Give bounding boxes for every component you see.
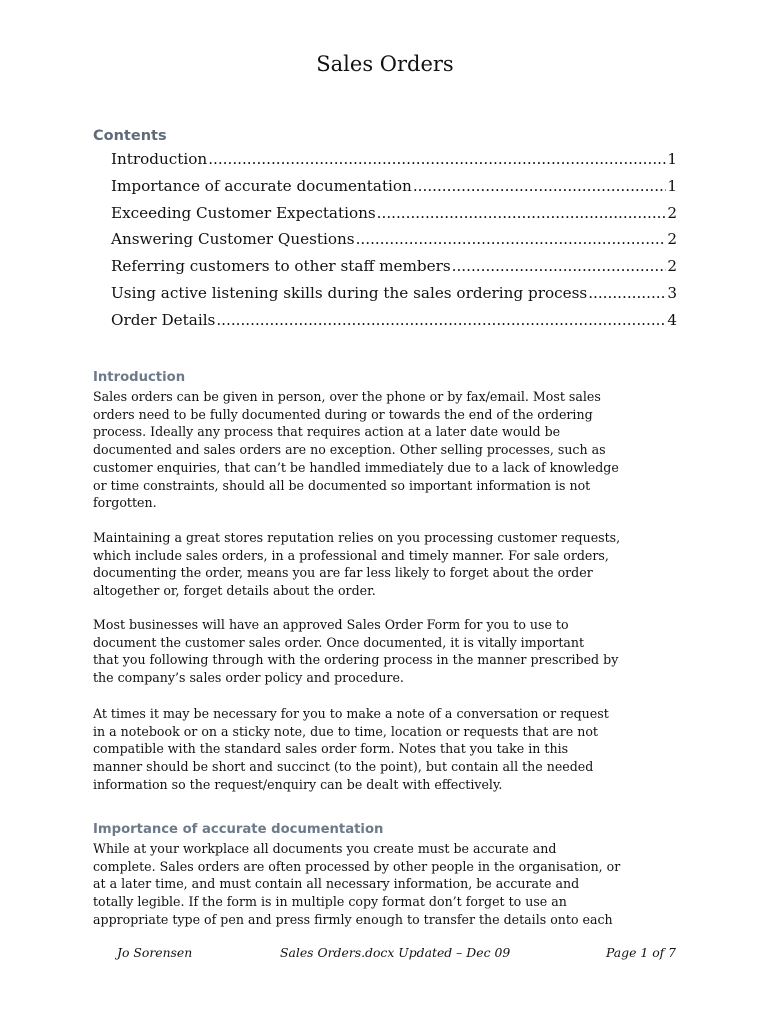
importance-paragraph-1: While at your workplace all documents you create must be accurate and complete. Sales orders are often processed by other people in the organisation, or at a later time, and must contain all necessary information, be accurate and totally legible. If the form is in multiple copy format don’t forget to use an appropriate type of pen and press firmly enough to transfer the details onto each <box>93 841 621 927</box>
toc-entry-page: 3 <box>667 283 677 302</box>
introduction-heading: Introduction <box>93 370 186 385</box>
toc-entry-label: Order Details <box>111 310 216 329</box>
importance-heading: Importance of accurate documentation <box>93 822 384 837</box>
toc-entry-page: 2 <box>667 257 677 276</box>
toc-leader-dots <box>452 257 667 275</box>
introduction-paragraph-1: Sales orders can be given in person, over the phone or by fax/email. Most sales orders need to be fully documented during or towards the end of the ordering process. Ideally any process that requires action at a later date would be documented and sales orders are no exception. Other selling processes, such as customer enquiries, that can’t be handled immediately due to a lack of knowledge or time constraints, should all be documented so important information is not forgotten. <box>93 389 619 511</box>
toc-entry-page: 2 <box>667 230 677 249</box>
toc-entry-exceeding-expectations[interactable] <box>111 204 677 231</box>
toc-entry-importance[interactable] <box>111 177 677 204</box>
toc-entry-introduction[interactable] <box>111 150 677 177</box>
toc-entry-page: 1 <box>667 150 677 168</box>
toc-entry-label: Importance of accurate documentation <box>111 176 412 195</box>
toc-leader-dots <box>356 230 667 248</box>
footer-page-number: Page 1 of 7 <box>606 945 677 960</box>
toc-leader-dots <box>377 204 667 222</box>
toc-entry-page: 1 <box>667 176 677 195</box>
toc-entry-answering-questions[interactable] <box>111 230 677 257</box>
toc-entry-order-details[interactable] <box>111 311 677 338</box>
toc-leader-dots <box>588 284 666 302</box>
toc-leader-dots <box>216 311 666 329</box>
footer-author: Jo Sorensen <box>117 945 193 960</box>
toc-entry-label: Introduction <box>111 150 208 168</box>
introduction-paragraph-2: Maintaining a great stores reputation relies on you processing customer requests, which include sales orders, in a professional and timely manner. For sale orders, documenting the order, means you are far less likely to forget about the order altogether or, forget details about the order. <box>93 530 621 599</box>
toc-entry-page: 4 <box>667 310 677 329</box>
toc-entry-active-listening[interactable] <box>111 284 677 311</box>
toc-entry-label: Exceeding Customer Expectations <box>111 203 376 222</box>
toc-heading: Contents <box>93 128 167 144</box>
toc-entry-page: 2 <box>667 203 677 222</box>
toc-entry-label: Answering Customer Questions <box>111 230 355 249</box>
table-of-contents <box>111 150 677 338</box>
toc-entry-referring-customers[interactable] <box>111 257 677 284</box>
toc-leader-dots <box>208 150 666 168</box>
introduction-paragraph-3: Most businesses will have an approved Sales Order Form for you to use to document the customer sales order. Once documented, it is vitally important that you following through with the ordering process in the manner prescribed by the company’s sales order policy and procedure. <box>93 617 619 686</box>
introduction-paragraph-4: At times it may be necessary for you to make a note of a conversation or request in a notebook or on a sticky note, due to time, location or requests that are not compatible with the standard sales order form. Notes that you take in this manner should be short and succinct (to the point), but contain all the needed information so the request/enquiry can be dealt with effectively. <box>93 706 609 792</box>
page-title: Sales Orders <box>316 52 454 76</box>
footer-filename: Sales Orders.docx Updated – Dec 09 <box>280 945 511 960</box>
toc-entry-label: Using active listening skills during the sales ordering process <box>111 283 588 302</box>
toc-entry-label: Referring customers to other staff members <box>111 257 451 276</box>
toc-leader-dots <box>413 177 666 195</box>
